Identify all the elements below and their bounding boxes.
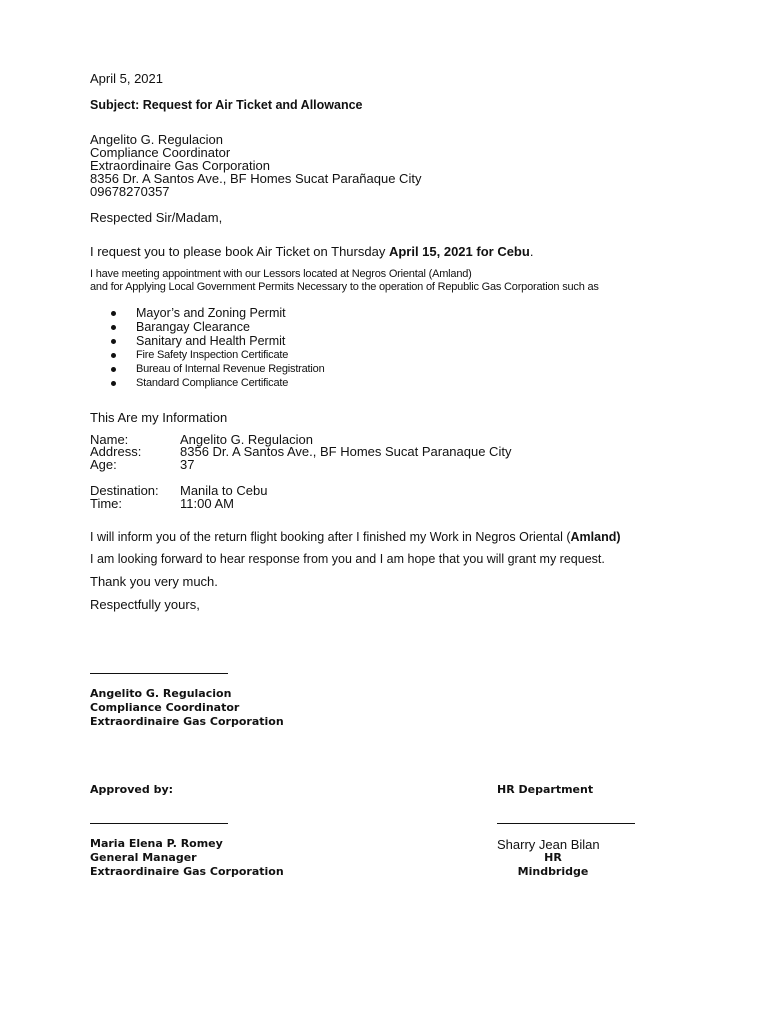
info-value: Manila to Cebu (180, 483, 268, 498)
return-location: Amland) (570, 530, 621, 544)
hr-signature-line (497, 823, 635, 824)
request-prefix: I request you to please book Air Ticket on Thursday (90, 244, 389, 259)
list-item: Sanitary and Health Permit (90, 334, 325, 348)
info-heading: This Are my Information (90, 410, 228, 425)
letter-subject: Subject: Request for Air Ticket and Allowance (90, 98, 363, 112)
info-label: Age: (90, 457, 117, 472)
approver-title: General Manager (90, 851, 197, 864)
sender-phone: 09678270357 (90, 184, 170, 199)
bullet-icon (111, 311, 116, 316)
forward-paragraph: I am looking forward to hear response from you and I am hope that you will grant my request. (90, 552, 605, 566)
info-label: Address: (90, 444, 142, 459)
request-date-destination: April 15, 2021 for Cebu (388, 244, 530, 259)
list-item: Mayor’s and Zoning Permit (90, 306, 325, 320)
request-paragraph (90, 245, 533, 258)
thanks-paragraph: Thank you very much. (90, 574, 218, 589)
return-flight-paragraph (90, 531, 621, 544)
info-value: 8356 Dr. A Santos Ave., BF Homes Sucat Paranaque City (180, 444, 512, 459)
bullet-icon (111, 381, 116, 386)
closing: Respectfully yours, (90, 597, 200, 612)
signature-line (90, 673, 228, 674)
approved-by-label: Approved by: (90, 783, 174, 796)
sender-title: Compliance Coordinator (90, 145, 231, 160)
info-label: Destination: (90, 483, 159, 498)
hr-title: HR (544, 851, 562, 864)
list-item: Bureau of Internal Revenue Registration (90, 362, 325, 376)
return-prefix: I will inform you of the return flight booking after I finished my Work in Negros Oriental ( (90, 530, 571, 544)
permits-list (90, 306, 325, 390)
meeting-line-1: I have meeting appointment with our Lessors located at Negros Oriental (Amland) (90, 268, 472, 280)
info-value: 37 (180, 457, 195, 472)
hr-department-label: HR Department (497, 783, 594, 796)
info-value: Angelito G. Regulacion (180, 432, 313, 447)
approver-name: Maria Elena P. Romey (90, 837, 223, 850)
bullet-icon (111, 339, 116, 344)
info-label: Time: (90, 496, 123, 511)
bullet-icon (111, 367, 116, 372)
info-label: Name: (90, 432, 129, 447)
bullet-icon (111, 325, 116, 330)
meeting-line-2: and for Applying Local Government Permits Necessary to the operation of Republic Gas Corporation such as (90, 281, 599, 293)
approver-company: Extraordinaire Gas Corporation (90, 865, 284, 878)
sender-company: Extraordinaire Gas Corporation (90, 158, 270, 173)
request-suffix: . (529, 244, 534, 259)
sender-name: Angelito G. Regulacion (90, 132, 223, 147)
hr-company: Mindbridge (517, 865, 589, 878)
signature-title: Compliance Coordinator (90, 701, 240, 714)
signature-company: Extraordinaire Gas Corporation (90, 715, 284, 728)
list-item: Standard Compliance Certificate (90, 376, 325, 390)
info-value: 11:00 AM (180, 496, 234, 511)
list-item: Barangay Clearance (90, 320, 325, 334)
letter-date: April 5, 2021 (90, 71, 163, 86)
sender-address: 8356 Dr. A Santos Ave., BF Homes Sucat Parañaque City (90, 171, 422, 186)
salutation: Respected Sir/Madam, (90, 210, 223, 225)
bullet-icon (111, 353, 116, 358)
signature-name: Angelito G. Regulacion (90, 687, 232, 700)
hr-name: Sharry Jean Bilan (497, 837, 600, 852)
list-item: Fire Safety Inspection Certificate (90, 348, 325, 362)
approver-signature-line (90, 823, 228, 824)
